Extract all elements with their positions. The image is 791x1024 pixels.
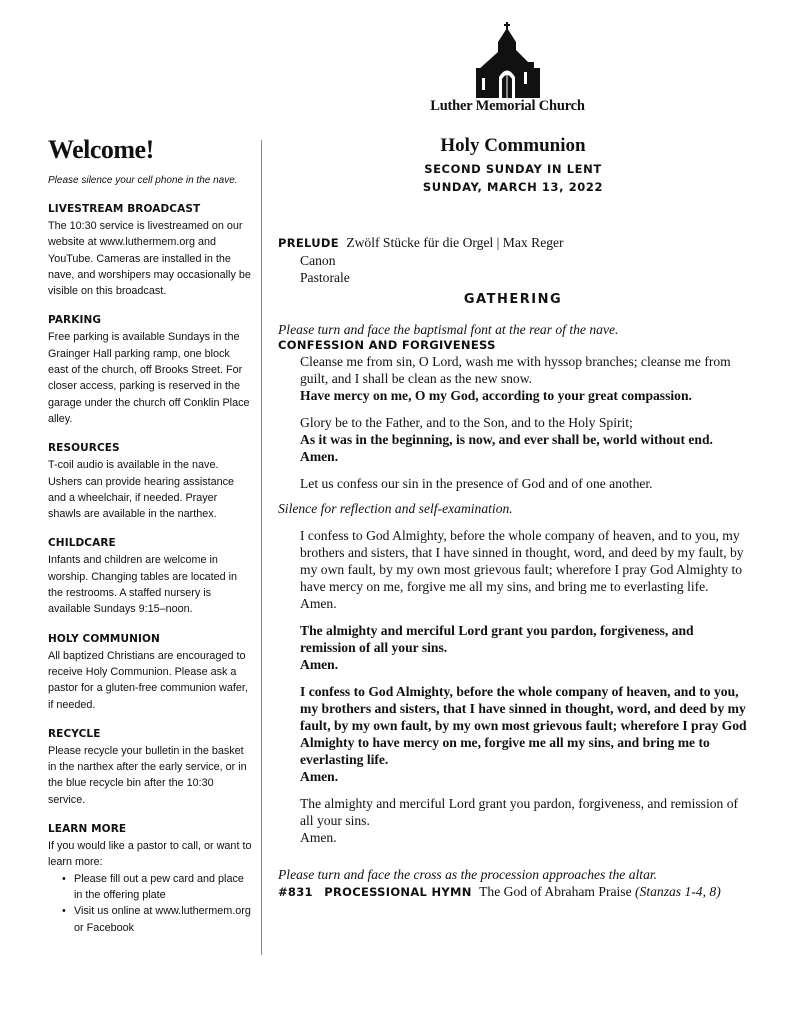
pardon-bold: The almighty and merciful Lord grant you pardon, forgiveness, and remission of all your sins.: [300, 623, 694, 655]
silence-instruction: Silence for reflection and self-examination.: [278, 501, 513, 516]
section-body: Free parking is available Sundays in the Grainger Hall parking ramp, one block east of the church, off Brooks Street. For closer access, parking is reserved in the garage under the church off Conklin Place alley.: [48, 331, 250, 425]
cross-instruction: Please turn and face the cross as the procession approaches the altar.: [278, 867, 658, 882]
prelude: [278, 234, 748, 286]
holy-communion-section: [48, 632, 253, 713]
gathering-heading: GATHERING: [463, 292, 563, 307]
confession-text: [278, 353, 748, 492]
prelude-piece: Canon: [300, 253, 336, 268]
let-us-confess: Let us confess our sin in the presence of God and of one another.: [300, 476, 653, 491]
confession-plain: I confess to God Almighty, before the whole company of heaven, and to you, my brothers and sisters, that I have sinned in thought, word, and deed by my fault, by my own fault, by my own most grievous fault; wherefore I pray God Almighty to have mercy on me, forgive me all my sins, and bring me to everlasting life.: [300, 528, 744, 594]
prelude-text: Zwölf Stücke für die Orgel | Max Reger: [346, 235, 564, 250]
section-heading: RECYCLE: [48, 727, 101, 740]
welcome-title: Welcome!: [48, 135, 154, 164]
section-heading: LIVESTREAM BROADCAST: [48, 203, 201, 215]
service-title: Holy Communion: [440, 135, 586, 156]
service-order: [278, 134, 748, 901]
amen-bold: Amen.: [300, 769, 339, 784]
section-body: All baptized Christians are encouraged to receive Holy Communion. Please ask a pastor for a gluten-free communion wafer, if needed.: [48, 649, 248, 711]
section-body: The 10:30 service is livestreamed on our website at www.luthermem.org and YouTube. Cameras are installed in the nave, and worshipers may occasionally be visible on this broadcast.: [48, 220, 251, 298]
amen-plain: Amen.: [300, 596, 337, 611]
confession-prayers: [278, 527, 748, 846]
hymn-label: PROCESSIONAL HYMN: [324, 885, 472, 899]
church-logo: [420, 22, 595, 122]
learn-more-section: [48, 822, 253, 936]
hymn-stanzas: (Stanzas 1-4, 8): [635, 884, 721, 899]
church-name: Luther Memorial Church: [430, 98, 585, 114]
amen-plain: Amen.: [300, 830, 337, 845]
resources-section: [48, 441, 253, 522]
section-heading: RESOURCES: [48, 442, 120, 455]
section-body: Infants and children are welcome in worship. Changing tables are located in the restrooms. A staffed nursery is available Sundays 9:15–noon.: [48, 554, 238, 616]
section-body: T-coil audio is available in the nave. Ushers can provide hearing assistance and a wheelchair, if needed. Prayer shawls are available in the narthex.: [48, 459, 235, 521]
list-item: • Please fill out a pew card and place in the offering plate: [62, 871, 253, 904]
have-mercy-response: Have mercy on me, O my God, according to your great compassion.: [300, 388, 692, 403]
childcare-section: [48, 536, 253, 617]
section-heading: PARKING: [48, 314, 102, 327]
learn-more-list: [48, 871, 253, 936]
livestream-section: [48, 202, 253, 299]
cleanse-verse: Cleanse me from sin, O Lord, wash me with hyssop branches; cleanse me from guilt, and I shall be clean as the new snow.: [300, 354, 731, 386]
processional-hymn: [278, 883, 748, 901]
section-heading: CHILDCARE: [48, 537, 116, 550]
service-date: SUNDAY, MARCH 13, 2022: [422, 180, 604, 194]
section-heading: LEARN MORE: [48, 823, 127, 836]
parking-section: [48, 313, 253, 427]
list-item: • Visit us online at www.luthermem.org or Facebook: [62, 903, 253, 936]
recycle-section: [48, 727, 253, 808]
as-it-was-response: As it was in the beginning, is now, and ever shall be, world without end.: [300, 432, 713, 447]
column-divider: [261, 140, 262, 955]
font-instruction: Please turn and face the baptismal font at the rear of the nave.: [278, 322, 619, 337]
section-body: If you would like a pastor to call, or want to learn more:: [48, 840, 252, 869]
hymn-number: #831: [278, 885, 313, 899]
prelude-label: PRELUDE: [278, 236, 339, 250]
amen-bold: Amen.: [300, 657, 339, 672]
silence-phone-note: Please silence your cell phone in the nave.: [48, 175, 238, 186]
pardon-plain: The almighty and merciful Lord grant you pardon, forgiveness, and remission of all your sins.: [300, 796, 739, 828]
liturgical-day: SECOND SUNDAY IN LENT: [424, 162, 602, 176]
church-building-icon: [468, 22, 548, 98]
welcome-sidebar: [48, 136, 253, 936]
glory-verse: Glory be to the Father, and to the Son, and to the Holy Spirit;: [300, 415, 633, 430]
confession-heading: CONFESSION AND FORGIVENESS: [278, 338, 496, 352]
section-heading: HOLY COMMUNION: [48, 632, 160, 645]
prelude-piece: Pastorale: [300, 270, 350, 285]
section-body: Please recycle your bulletin in the basket in the narthex after the early service, or in the blue recycle bin after the 10:30 service.: [48, 744, 247, 806]
confession-bold: I confess to God Almighty, before the whole company of heaven, and to you, my brothers and sisters, that I have sinned in thought, word, and deed by my fault, by my own fault, by my own most grievous fault; wherefore I pray God Almighty to have mercy on me, forgive me all my sins, and bring me to everlasting life.: [300, 684, 747, 767]
amen-response: Amen.: [300, 449, 339, 464]
hymn-title: The God of Abraham Praise: [479, 884, 632, 899]
